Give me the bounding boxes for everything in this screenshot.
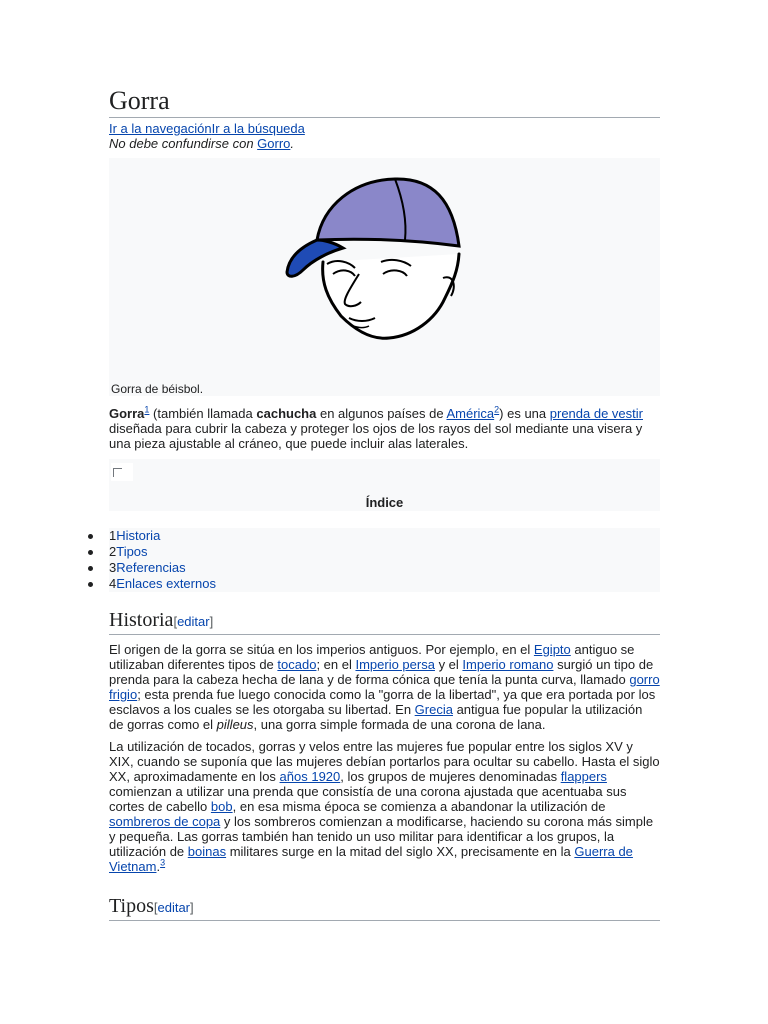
bracket: [ (153, 900, 158, 915)
text: antigua fue popular la utilización de gorras como el (109, 702, 643, 732)
toc-number: 4 (109, 576, 117, 591)
bracket: ] (209, 614, 214, 629)
tocado-link[interactable]: tocado (277, 657, 317, 672)
toc-link-tipos[interactable]: Tipos (116, 544, 148, 559)
historia-paragraph-1 (109, 642, 660, 732)
pilleus-term: pilleus (216, 717, 254, 732)
text: , una gorra simple formada de una corona de lana. (253, 717, 546, 732)
skip-links (109, 121, 660, 136)
intro-text: ) es una (499, 406, 550, 421)
boinas-link[interactable]: boinas (187, 844, 227, 859)
imperio-persa-link[interactable]: Imperio persa (355, 657, 435, 672)
flappers-link[interactable]: flappers (560, 769, 607, 784)
bob-link[interactable]: bob (210, 799, 233, 814)
bracket: [ (173, 614, 178, 629)
hatnote-prefix: No debe confundirse con (109, 136, 258, 151)
toc-link-historia[interactable]: Historia (116, 528, 161, 543)
text: , en esa misma época se comienza a abandonar la utilización de (232, 799, 606, 814)
toc-link-referencias[interactable]: Referencias (116, 560, 186, 575)
text: y los sombreros comienzan a modificarse, haciendo su corona más simple y pequeña. Las gorras también han tenido un uso militar para identificar a los grupos, la utilización de (109, 814, 654, 859)
grecia-link[interactable]: Grecia (414, 702, 453, 717)
toc-item[interactable] (109, 528, 660, 544)
skip-to-search-link[interactable]: Ir a la búsqueda (211, 121, 305, 136)
toc-number: 1 (109, 528, 117, 543)
toc-number: 2 (109, 544, 117, 559)
gorro-link[interactable]: Gorro (257, 136, 291, 151)
page-title: Gorra (109, 86, 660, 118)
text: . (156, 859, 161, 874)
anos-1920-link[interactable]: años 1920 (279, 769, 341, 784)
intro-text: en algunos países de (316, 406, 447, 421)
intro-text: (también llamada (149, 406, 257, 421)
edit-section (173, 614, 213, 629)
toc-title: Índice (365, 495, 404, 510)
figure-caption: Gorra de béisbol. (111, 382, 204, 396)
text: ; esta prenda fue luego conocida como la "gorra de la libertad", ya que era portada por los esclavos a los cuales se les otorgaba su libertad. En (109, 687, 656, 717)
toc-item[interactable] (109, 544, 660, 560)
sombreros-de-copa-link[interactable]: sombreros de copa (109, 814, 221, 829)
text: surgió un tipo de prenda para la cabeza hecha de lana y de forma cónica que tenía la punta curva, llamado (109, 657, 654, 687)
bracket: ] (190, 900, 194, 915)
ref-1-link[interactable]: 1 (144, 404, 150, 415)
section-heading-tipos (109, 894, 660, 921)
article (109, 86, 660, 921)
gorro-frigio-link[interactable]: gorro frigio (109, 672, 660, 702)
toc-toggle-checkbox[interactable] (111, 463, 133, 481)
text: antiguo se utilizaban diferentes tipos de (109, 642, 635, 672)
table-of-contents (109, 459, 660, 511)
hatnote (109, 136, 660, 152)
text: La utilización de tocados, gorras y velos entre las mujeres fue popular entre los siglos XV y XIX, cuando se suponía que las mujeres debían portarlos para ocultar su cabello. Hasta el siglo XX, aproximadamente en los (109, 739, 660, 784)
baseball-cap-illustration[interactable] (283, 170, 473, 370)
heading-text: Historia (109, 609, 174, 631)
imperio-romano-link[interactable]: Imperio romano (462, 657, 554, 672)
section-heading-historia (109, 608, 660, 635)
edit-historia-link[interactable]: editar (177, 614, 210, 629)
skip-to-navigation-link[interactable]: Ir a la navegación (109, 121, 212, 136)
text: comienzan a utilizar una prenda que consistía de una corona ajustada que acentuaba sus cortes de cabello (109, 784, 627, 814)
edit-tipos-link[interactable]: editar (157, 900, 191, 915)
guerra-de-vietnam-link[interactable]: Guerra de Vietnam (109, 844, 633, 874)
toc-list (109, 528, 660, 592)
term-cachucha: cachucha (256, 406, 317, 421)
ref-3-link[interactable]: 3 (160, 857, 166, 868)
text: ; en el (316, 657, 356, 672)
america-link[interactable]: América (446, 406, 495, 421)
toc-link-enlaces-externos[interactable]: Enlaces externos (116, 576, 216, 591)
historia-paragraph-2 (109, 739, 660, 874)
face-outline (323, 254, 459, 338)
egipto-link[interactable]: Egipto (533, 642, 571, 657)
heading-text: Tipos (109, 895, 154, 917)
hatnote-suffix: . (290, 136, 295, 151)
term-gorra: Gorra (109, 406, 145, 421)
text: militares surge en la mitad del siglo XX, precisamente en la (226, 844, 575, 859)
ref-2-link[interactable]: 2 (494, 404, 500, 415)
cap-crown (317, 179, 459, 246)
text: El origen de la gorra se sitúa en los imperios antiguos. Por ejemplo, en el (109, 642, 534, 657)
toc-item[interactable] (109, 576, 660, 592)
intro-paragraph (109, 406, 660, 451)
edit-section (154, 900, 194, 915)
prenda-de-vestir-link[interactable]: prenda de vestir (549, 406, 643, 421)
intro-text: diseñada para cubrir la cabeza y proteger los ojos de los rayos del sol mediante una visera y una pieza ajustable al cráneo, que puede incluir alas laterales. (109, 421, 643, 451)
toc-item[interactable] (109, 560, 660, 576)
checkbox-icon (113, 468, 122, 477)
toc-number: 3 (109, 560, 117, 575)
text: y el (434, 657, 463, 672)
figure (109, 158, 660, 396)
text: , los grupos de mujeres denominadas (340, 769, 561, 784)
